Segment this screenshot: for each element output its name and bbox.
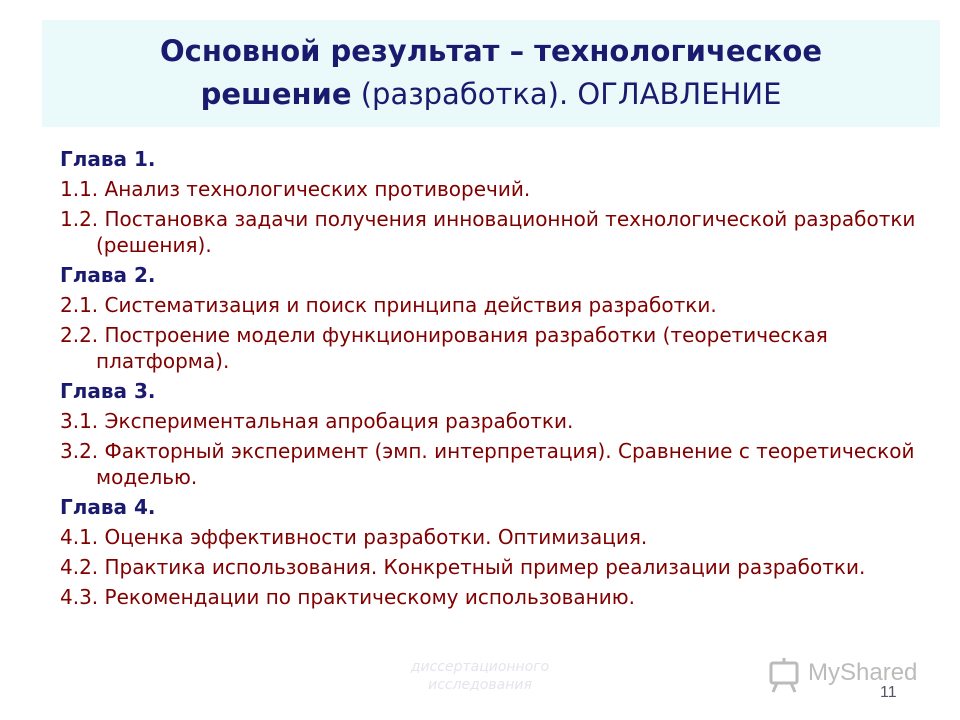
title-line1: Основной результат – технологическое bbox=[160, 34, 822, 68]
toc-item-4-3: 4.3. Рекомендации по практическому использованию. bbox=[60, 585, 635, 609]
chapter-3-heading: Глава 3. bbox=[60, 379, 156, 403]
title-line2-normal: (разработка). ОГЛАВЛЕНИЕ bbox=[351, 77, 782, 111]
toc-item-1-1: 1.1. Анализ технологических противоречий. bbox=[60, 177, 531, 201]
slide-title bbox=[42, 30, 940, 116]
table-of-contents bbox=[60, 146, 920, 614]
toc-item-2-2: 2.2. Построение модели функционирования разработки (теоретическая платформа). bbox=[60, 323, 828, 373]
toc-item-4-1: 4.1. Оценка эффективности разработки. Оптимизация. bbox=[60, 525, 648, 549]
presentation-board-icon bbox=[771, 658, 797, 692]
footer-watermark-line1: диссертационного bbox=[410, 659, 550, 675]
toc-item-3-2: 3.2. Факторный эксперимент (эмп. интерпретация). Сравнение с теоретической моделью. bbox=[60, 439, 915, 489]
footer-watermark-text bbox=[380, 658, 580, 694]
toc-item-4-2: 4.2. Практика использования. Конкретный пример реализации разработки. bbox=[60, 555, 866, 579]
footer-watermark-line2: исследования bbox=[428, 677, 532, 693]
toc-item-3-1: 3.1. Экспериментальная апробация разработки. bbox=[60, 409, 574, 433]
title-line2-bold: решение bbox=[200, 77, 352, 111]
chapter-4-heading: Глава 4. bbox=[60, 495, 156, 519]
toc-item-1-2: 1.2. Постановка задачи получения инновационной технологической разработки (решения). bbox=[60, 207, 916, 257]
toc-item-2-1: 2.1. Систематизация и поиск принципа действия разработки. bbox=[60, 293, 717, 317]
chapter-1-heading: Глава 1. bbox=[60, 147, 156, 171]
chapter-2-heading: Глава 2. bbox=[60, 263, 156, 287]
page-number: 11 bbox=[880, 684, 897, 701]
logo-text: MyShared bbox=[808, 659, 918, 686]
